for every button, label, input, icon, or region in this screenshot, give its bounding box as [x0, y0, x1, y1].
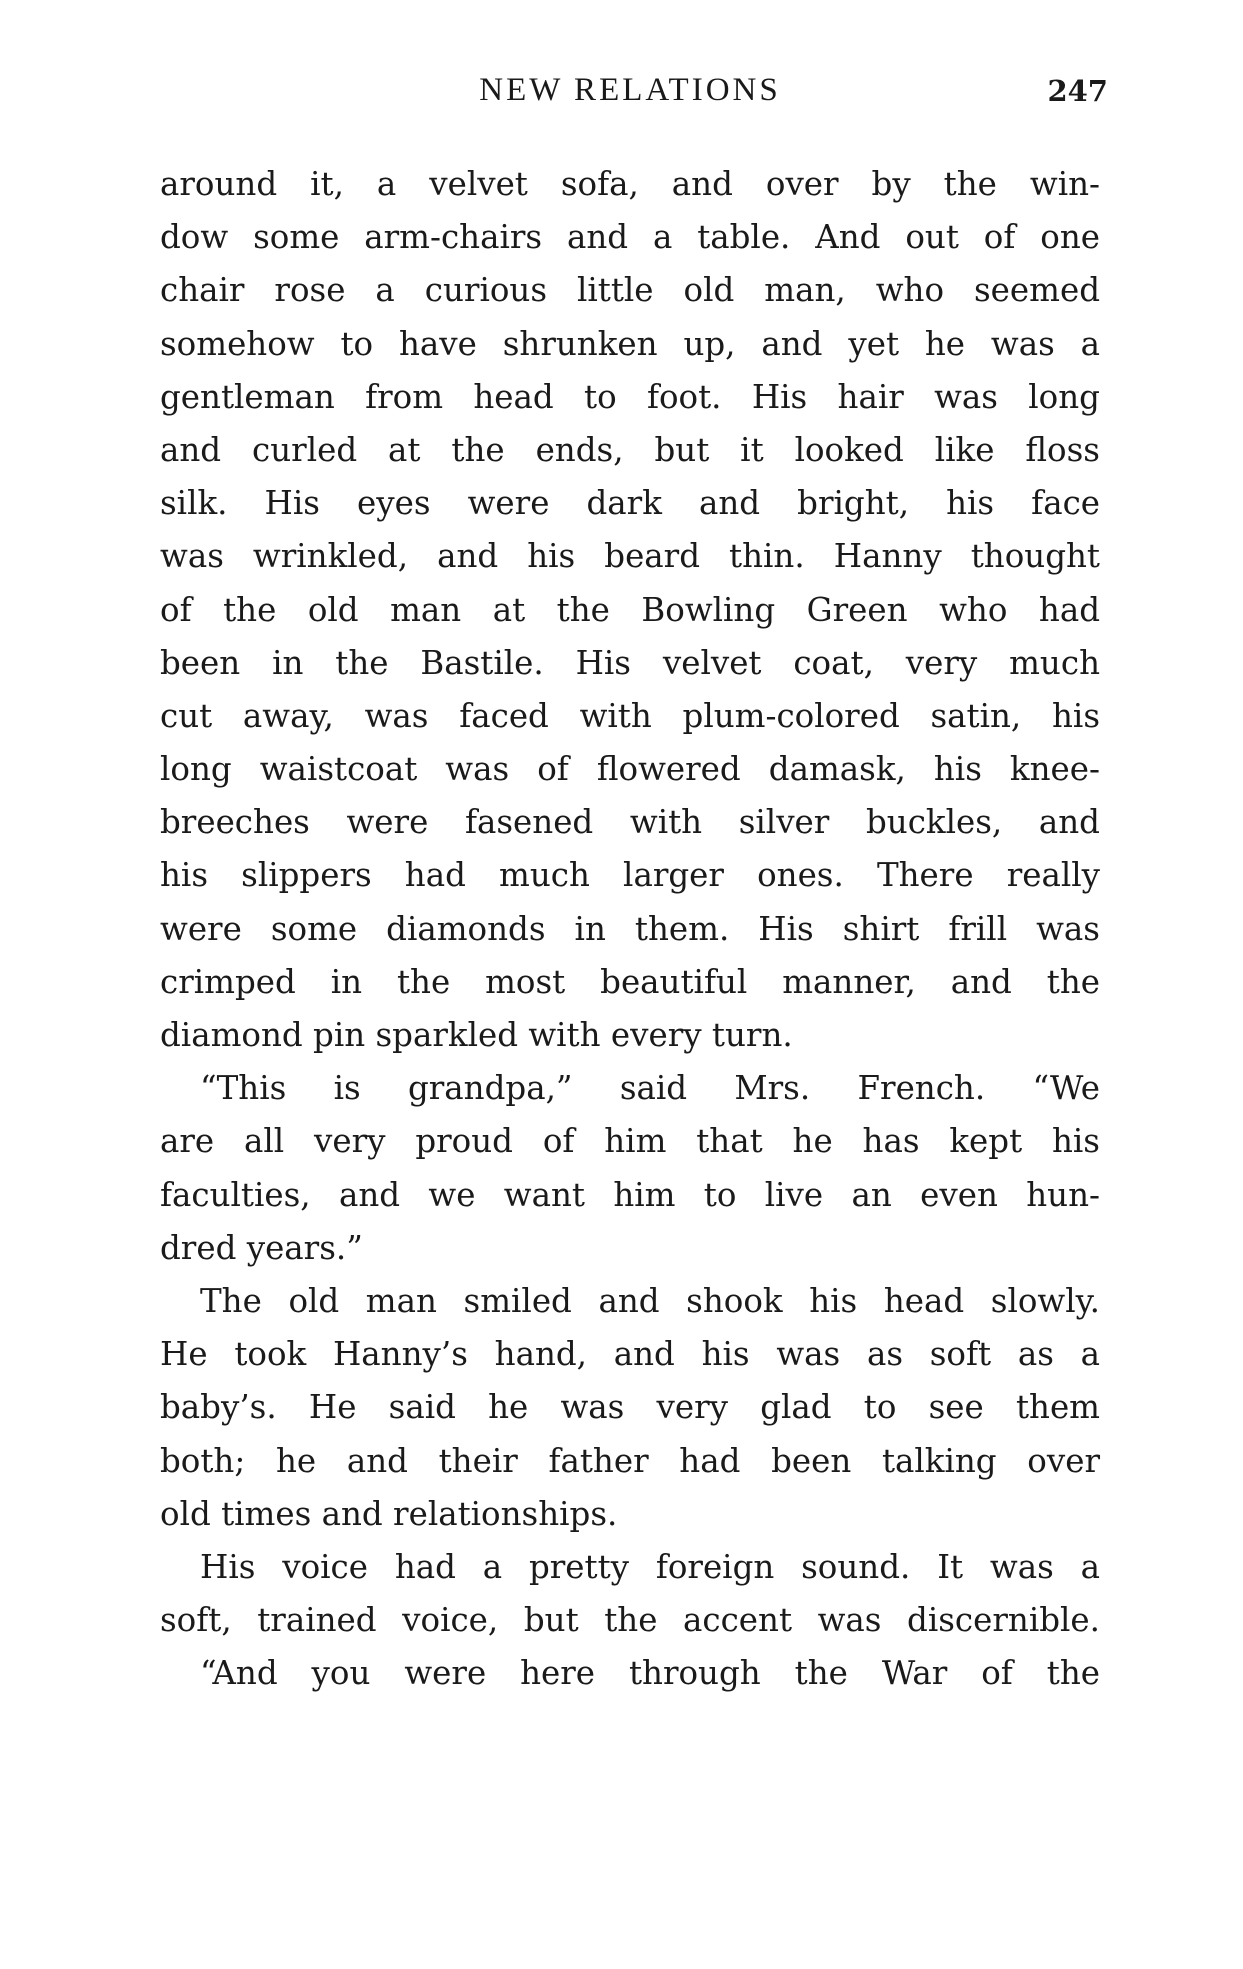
text-line: breeches were fasened with silver buckles, and [160, 803, 1100, 842]
text-line: He took Hanny’s hand, and his was as soft as a [160, 1335, 1100, 1374]
text-line: His voice had a pretty foreign sound. It was a [200, 1547, 1100, 1586]
text-line: old times and relationships. [160, 1494, 618, 1533]
text-line: “And you were here through the War of the [200, 1654, 1100, 1693]
text-line: both; he and their father had been talking over [160, 1441, 1100, 1480]
text-line: The old man smiled and shook his head slowly. [200, 1281, 1100, 1320]
text-line: soft, trained voice, but the accent was discernible. [160, 1601, 1100, 1640]
text-line: are all very proud of him that he has kept his [160, 1122, 1100, 1161]
running-head [160, 70, 1108, 120]
text-line: been in the Bastile. His velvet coat, very much [160, 643, 1100, 682]
text-line: around it, a velvet sofa, and over by the win- [160, 165, 1100, 203]
text-line: crimped in the most beautiful manner, and the [160, 962, 1100, 1001]
text-line: long waistcoat was of flowered damask, his knee- [160, 750, 1100, 789]
text-line: gentleman from head to foot. His hair was long [160, 377, 1100, 416]
text-line: chair rose a curious little old man, who seemed [160, 271, 1100, 310]
text-line: and curled at the ends, but it looked like floss [160, 430, 1100, 469]
text-line: faculties, and we want him to live an even hun- [160, 1175, 1100, 1214]
text-line: “This is grandpa,” said Mrs. French. “We [200, 1069, 1100, 1108]
page-number: 247 [1047, 74, 1108, 108]
text-line: dow some arm-chairs and a table. And out of one [160, 218, 1100, 257]
text-line: somehow to have shrunken up, and yet he was a [160, 324, 1100, 363]
text-line: baby’s. He said he was very glad to see them [160, 1388, 1100, 1427]
text-line: of the old man at the Bowling Green who had [160, 590, 1100, 629]
text-line: silk. His eyes were dark and bright, his face [160, 484, 1100, 523]
text-line: his slippers had much larger ones. There really [160, 856, 1100, 895]
text-line: cut away, was faced with plum-colored satin, his [160, 696, 1100, 735]
text-line: diamond pin sparkled with every turn. [160, 1016, 793, 1054]
running-head-title: NEW RELATIONS [479, 72, 781, 108]
text-line: was wrinkled, and his beard thin. Hanny thought [160, 537, 1100, 576]
text-line: were some diamonds in them. His shirt frill was [160, 909, 1100, 948]
body-text [160, 158, 1100, 1700]
text-line: dred years.” [160, 1228, 363, 1267]
